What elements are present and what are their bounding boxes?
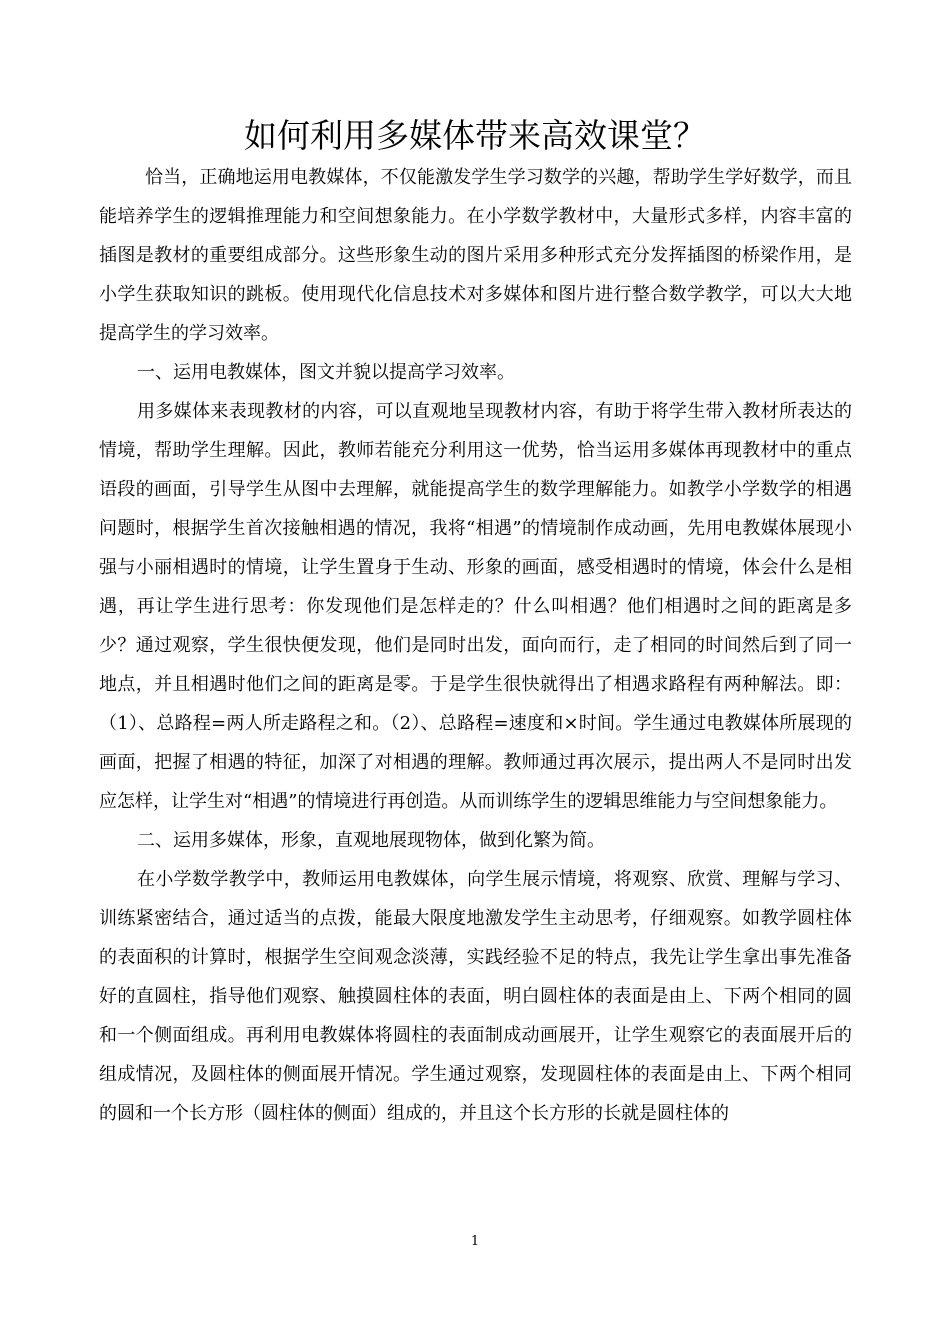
page-number: 1: [470, 1234, 480, 1249]
paragraph-section-1: 用多媒体来表现教材的内容，可以直观地呈现教材内容，有助于将学生带入教材所表达的情境，帮助学生理解。因此，教师若能充分利用这一优势，恰当运用多媒体再现教材中的重点语段的画面，引导学生从图中去理解，就能提高学生的数学理解能力。如教学小学数学的相遇问题时，根据学生首次接触相遇的情况，我将“相遇”的情境制作成动画，先用电教媒体展现小强与小丽相遇时的情境，让学生置身于生动、形象的画面，感受相遇时的情境，体会什么是相遇，再让学生进行思考：你发现他们是怎样走的？什么叫相遇？他们相遇时之间的距离是多少？通过观察，学生很快便发现，他们是同时出发，面向而行，走了相同的时间然后到了同一地点，并且相遇时他们之间的距离是零。于是学生很快就得出了相遇求路程有两种解法。即：（1）、总路程=两人所走路程之和。（2）、总路程=速度和×时间。学生通过电教媒体所展现的画面，把握了相遇的特征，加深了对相遇的理解。教师通过再次展示，提出两人不是同时出发应怎样，让学生对“相遇”的情境进行再创造。从而训练学生的逻辑思维能力与空间想象能力。: [99, 401, 852, 812]
document-title: 如何利用多媒体带来高效课堂？: [244, 116, 706, 155]
paragraph-section-2: 在小学数学教学中，教师运用电教媒体，向学生展示情境，将观察、欣赏、理解与学习、训练紧密结合，通过适当的点拨，能最大限度地激发学生主动思考，仔细观察。如教学圆柱体的表面积的计算时，根据学生空间观念淡薄，实践经验不足的特点，我先让学生拿出事先准备好的直圆柱，指导他们观察、触摸圆柱体的表面，明白圆柱体的表面是由上、下两个相同的圆和一个侧面组成。再利用电教媒体将圆柱的表面制成动画展开，让学生观察它的表面展开后的组成情况，及圆柱体的侧面展开情况。学生通过观察，发现圆柱体的表面是由上、下两个相同的圆和一个长方形（圆柱体的侧面）组成的，并且这个长方形的长就是圆柱体的: [99, 869, 852, 1124]
document-body: [99, 158, 852, 1133]
section-heading-2: 二、运用多媒体，形象，直观地展现物体，做到化繁为简。: [137, 830, 605, 851]
paragraph-intro: 恰当，正确地运用电教媒体，不仅能激发学生学习数学的兴趣，帮助学生学好数学，而且能培养学生的逻辑推理能力和空间想象能力。在小学数学教材中，大量形式多样，内容丰富的插图是教材的重要组成部分。这些形象生动的图片采用多种形式充分发挥插图的桥梁作用，是小学生获取知识的跳板。使用现代化信息技术对多媒体和图片进行整合数学教学，可以大大地提高学生的学习效率。: [99, 167, 852, 344]
section-heading-1: 一、运用电教媒体，图文并貌以提高学习效率。: [137, 362, 515, 383]
